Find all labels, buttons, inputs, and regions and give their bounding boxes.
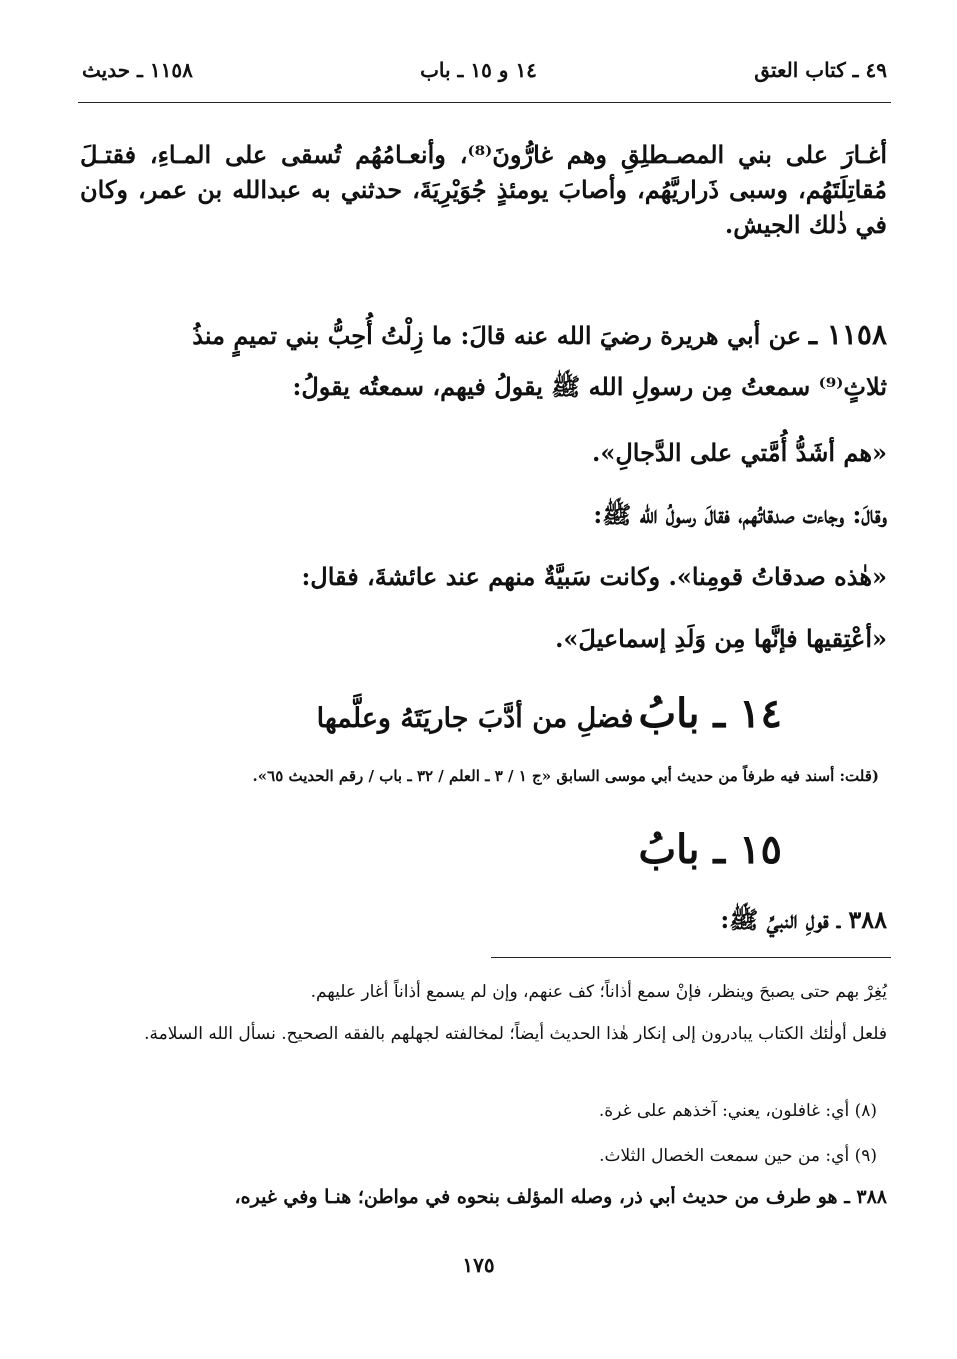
footnote-comment: فلعل أولٰئك الكتاب يبادرون إلى إنكار هٰذا الحديث أيضاً؛ لمخالفته لجهلهم بالفقه الصحيح. نسأل الله السلامة.	[144, 1024, 887, 1044]
footnote-continued: يُغِرْ بهم حتى يصبحَ وينظر، فإنْ سمع أذاناً؛ كف عنهم، وإن لم يسمع أذاناً أغار عليهم.	[310, 982, 887, 1002]
footnote-8: (٨) أي: غافلون، يعني: آخذهم على غرة.	[598, 1101, 877, 1121]
footnote-388: ٣٨٨ ـ هو طرف من حديث أبي ذر، وصله المؤلف بنحوه في مواطن؛ هنـا وفي غيره،	[234, 1186, 887, 1208]
header-chapter: ٤٩ ـ كتاب العتق	[754, 58, 887, 82]
chapter-15-heading: ١٥ ـ بابُ	[638, 826, 782, 873]
paragraph-intro: أغـارَ على بني المصـطلِقِ وهم غارُّونَ⁽⁸⁾، وأنعـامُهُم تُسقى على المـاءِ، فقتـلَ مُقاتِلَتَهُم، وسبى ذَراريَّهُم، وأصابَ يومئذٍ جُوَيْرِيَةَ، حدثني به عبدالله بن عمر، وكان في ذٰلك الجيش.	[80, 140, 888, 239]
line-qala: وقالَ: وجاءت صدقاتُهم، فقالَ رسولُ الله ﷺ:	[593, 500, 887, 529]
header-hadith: ١١٥٨ ـ حديث	[82, 58, 193, 82]
hadith-1158-line2: ثلاثٍ⁽⁹⁾ سمعتُ مِن رسولِ الله ﷺ يقولُ فيهم، سمعتُه يقولُ:	[292, 372, 887, 401]
hadith-number: ١١٥٨ ـ	[808, 318, 887, 351]
quote-atiqiha: «أعْتِقيها فإنَّها مِن وَلَدِ إسماعيلَ».	[555, 624, 887, 653]
quote-sadaqat: «هٰذه صدقاتُ قومِنا». وكانت سَبيَّةٌ منهم عند عائشةَ، فقال:	[301, 562, 887, 591]
chapter-14-heading	[317, 690, 782, 737]
chapter-14-number: ١٤ ـ بابُ	[638, 690, 782, 737]
hadith-1158-line1	[192, 318, 887, 351]
chapter-14-title: فضلِ من أدَّبَ جاريَتَهُ وعلَّمها	[316, 703, 634, 734]
header-divider	[78, 102, 891, 103]
quote-dajjal: «هم أشَدُّ أُمَّتي على الدَّجالِ».	[592, 438, 887, 467]
editor-note: (قلت: أسند فيه طرفاً من حديث أبي موسى السابق «ج ١ / ٣ ـ العلم / ٣٢ ـ باب / رقم الحديث ٦٥».	[252, 767, 879, 785]
footnote-9: (٩) أي: من حين سمعت الخصال الثلاث.	[599, 1146, 877, 1166]
hadith-text: عن أبي هريرة رضيَ الله عنه قالَ: ما زِلْتُ أُحِبُّ بني تميمٍ منذُ	[192, 321, 802, 350]
page-number: ١٧٥	[462, 1253, 495, 1277]
hadith-388-heading: ٣٨٨ ـ قولِ النبيِّ ﷺ:	[720, 905, 887, 934]
footnote-divider	[491, 957, 891, 958]
header-section: ١٤ و ١٥ ـ باب	[420, 58, 537, 82]
